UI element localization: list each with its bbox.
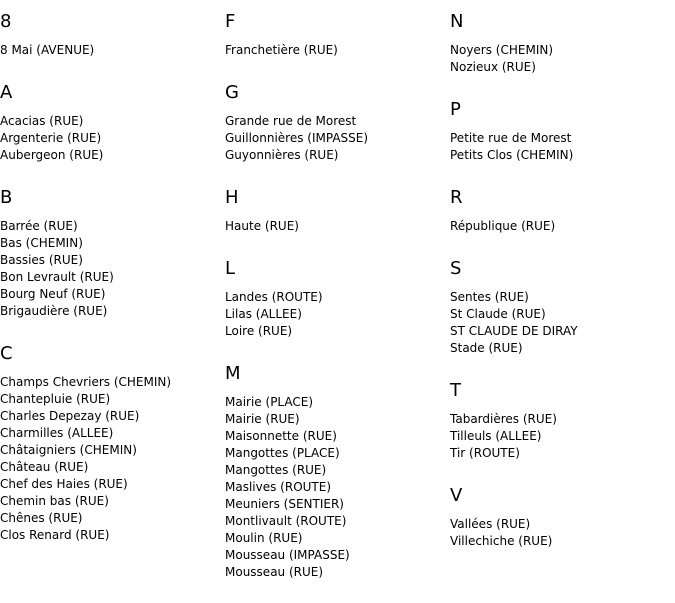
street-link[interactable]: Charmilles (ALLEE) [0,426,114,440]
street-link[interactable]: St Claude (RUE) [450,307,546,321]
street-link[interactable]: Haute (RUE) [225,219,299,233]
group-letter-heading: S [450,258,462,279]
street-link[interactable]: Acacias (RUE) [0,114,84,128]
group-letter-heading: M [225,363,241,384]
street-link[interactable]: Bon Levrault (RUE) [0,270,114,284]
letter-group [225,352,368,581]
street-link[interactable]: Bassies (RUE) [0,253,83,267]
letter-group [0,332,171,544]
street-list [0,42,171,59]
street-list [450,218,578,235]
street-list [0,374,171,544]
street-link[interactable]: Bourg Neuf (RUE) [0,287,106,301]
group-letter-heading: T [450,380,461,401]
letter-group [450,176,578,235]
letter-group [225,176,368,235]
street-link[interactable]: 8 Mai (AVENUE) [0,43,95,57]
street-link[interactable]: Château (RUE) [0,460,89,474]
street-link[interactable]: Sentes (RUE) [450,290,529,304]
street-index-column-1 [0,0,171,556]
street-link[interactable]: Stade (RUE) [450,341,523,355]
street-link[interactable]: Nozieux (RUE) [450,60,536,74]
letter-group [225,71,368,164]
street-link[interactable]: Charles Depezay (RUE) [0,409,140,423]
street-link[interactable]: Tabardières (RUE) [450,412,557,426]
street-link[interactable]: Vallées (RUE) [450,517,531,531]
street-link[interactable]: Aubergeon (RUE) [0,148,104,162]
street-link[interactable]: Mangottes (RUE) [225,463,327,477]
street-link[interactable]: Châtaigniers (CHEMIN) [0,443,137,457]
group-letter-heading: P [450,99,461,120]
letter-group [225,0,368,59]
street-link[interactable]: Guillonnières (IMPASSE) [225,131,369,145]
street-link[interactable]: Mousseau (RUE) [225,565,324,579]
street-link[interactable]: Petits Clos (CHEMIN) [450,148,574,162]
group-letter-heading: H [225,187,239,208]
group-letter-heading: C [0,343,13,364]
group-letter-heading: L [225,258,236,279]
street-link[interactable]: Chemin bas (RUE) [0,494,109,508]
street-link[interactable]: Franchetière (RUE) [225,43,338,57]
street-link[interactable]: ST CLAUDE DE DIRAY [450,324,578,338]
group-letter-heading: F [225,11,236,32]
street-list [225,113,368,164]
street-list [225,289,368,340]
group-letter-heading: A [0,82,13,103]
street-link[interactable]: Lilas (ALLEE) [225,307,302,321]
street-link[interactable]: Tilleuls (ALLEE) [450,429,542,443]
street-list [225,218,368,235]
street-list [450,130,578,164]
group-letter-heading: 8 [0,11,12,32]
street-link[interactable]: Villechiche (RUE) [450,534,553,548]
street-list [225,42,368,59]
street-link[interactable]: Barrée (RUE) [0,219,78,233]
group-letter-heading: B [0,187,13,208]
street-link[interactable]: Champs Chevriers (CHEMIN) [0,375,172,389]
street-link[interactable]: Mairie (PLACE) [225,395,314,409]
street-link[interactable]: Montlivault (ROUTE) [225,514,347,528]
letter-group [225,247,368,340]
street-index-column-2 [225,0,368,593]
letter-group [450,0,578,76]
street-list [450,289,578,357]
street-link[interactable]: Argenterie (RUE) [0,131,102,145]
street-list [225,394,368,581]
letter-group [0,0,171,59]
letter-group [450,88,578,164]
group-letter-heading: N [450,11,464,32]
street-list [0,218,171,320]
street-link[interactable]: Tir (ROUTE) [450,446,520,460]
letter-group [450,474,578,550]
street-link[interactable]: Petite rue de Morest [450,131,572,145]
group-letter-heading: G [225,82,239,103]
street-list [450,411,578,462]
street-link[interactable]: Moulin (RUE) [225,531,303,545]
street-link[interactable]: Bas (CHEMIN) [0,236,83,250]
street-link[interactable]: Maslives (ROUTE) [225,480,332,494]
street-list [0,113,171,164]
letter-group [450,247,578,357]
street-list [450,516,578,550]
street-link[interactable]: Mairie (RUE) [225,412,300,426]
street-link[interactable]: Clos Renard (RUE) [0,528,110,542]
street-link[interactable]: Maisonnette (RUE) [225,429,337,443]
street-index-column-3 [450,0,578,562]
street-link[interactable]: République (RUE) [450,219,556,233]
street-link[interactable]: Guyonnières (RUE) [225,148,339,162]
street-link[interactable]: Grande rue de Morest [225,114,357,128]
street-link[interactable]: Mousseau (IMPASSE) [225,548,350,562]
street-link[interactable]: Meuniers (SENTIER) [225,497,344,511]
street-link[interactable]: Noyers (CHEMIN) [450,43,554,57]
street-list [450,42,578,76]
street-link[interactable]: Chef des Haies (RUE) [0,477,128,491]
street-link[interactable]: Landes (ROUTE) [225,290,323,304]
street-link[interactable]: Chênes (RUE) [0,511,83,525]
street-link[interactable]: Loire (RUE) [225,324,293,338]
group-letter-heading: R [450,187,463,208]
letter-group [450,369,578,462]
street-link[interactable]: Brigaudière (RUE) [0,304,108,318]
letter-group [0,176,171,320]
letter-group [0,71,171,164]
group-letter-heading: V [450,485,463,506]
street-link[interactable]: Chantepluie (RUE) [0,392,111,406]
street-link[interactable]: Mangottes (PLACE) [225,446,340,460]
